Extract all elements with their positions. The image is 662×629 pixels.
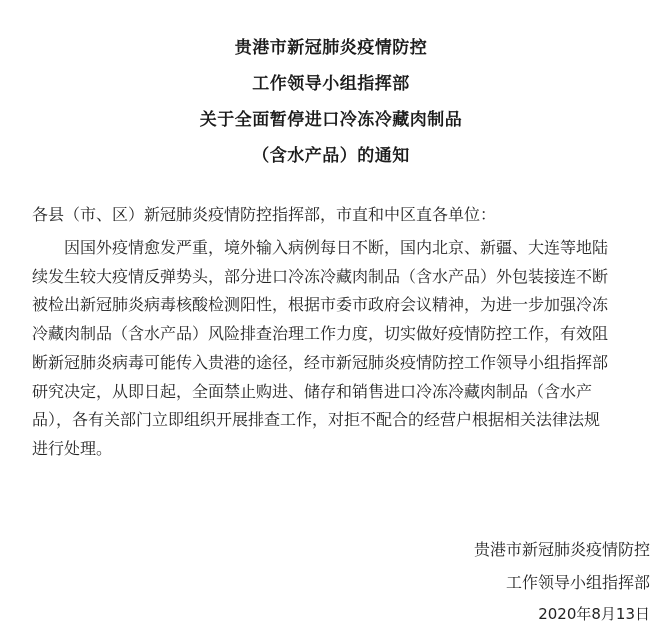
notice-title xyxy=(0,30,662,174)
title-line-2: 工作领导小组指挥部 xyxy=(252,74,410,94)
notice-body xyxy=(32,234,658,464)
body-line: 续发生较大疫情反弹势头，部分进口冷冻冷藏肉制品（含水产品）外包装接连不断 xyxy=(32,266,609,286)
signature-date: 2020年8月13日 xyxy=(538,605,650,623)
body-line: 因国外疫情愈发严重，境外输入病例每日不断，国内北京、新疆、大连等地陆 xyxy=(32,238,609,257)
title-line-3: 关于全面暂停进口冷冻冷藏肉制品 xyxy=(199,110,463,130)
signature-org-line-1: 贵港市新冠肺炎疫情防控 xyxy=(473,540,650,559)
salutation: 各县（市、区）新冠肺炎疫情防控指挥部，市直和中区直各单位： xyxy=(32,205,497,224)
body-line: 研究决定，从即日起，全面禁止购进、储存和销售进口冷冻冷藏肉制品（含水产 xyxy=(32,381,593,401)
body-line: 冷藏肉制品（含水产品）风险排查治理工作力度，切实做好疫情防控工作，有效阻 xyxy=(32,324,609,344)
body-line: 断新冠肺炎病毒可能传入贵港的途径，经市新冠肺炎疫情防控工作领导小组指挥部 xyxy=(32,352,609,372)
signature-block xyxy=(474,533,650,629)
body-line: 进行处理。 xyxy=(32,438,113,458)
body-line: 品），各有关部门立即组织开展排查工作，对拒不配合的经营户根据相关法律法规 xyxy=(32,410,601,430)
signature-org-line-2: 工作领导小组指挥部 xyxy=(505,573,650,592)
body-line: 被检出新冠肺炎病毒核酸检测阳性，根据市委市政府会议精神，为进一步加强冷冻 xyxy=(32,295,609,315)
title-line-4: （含水产品）的通知 xyxy=(252,146,410,166)
title-line-1: 贵港市新冠肺炎疫情防控 xyxy=(234,38,428,58)
